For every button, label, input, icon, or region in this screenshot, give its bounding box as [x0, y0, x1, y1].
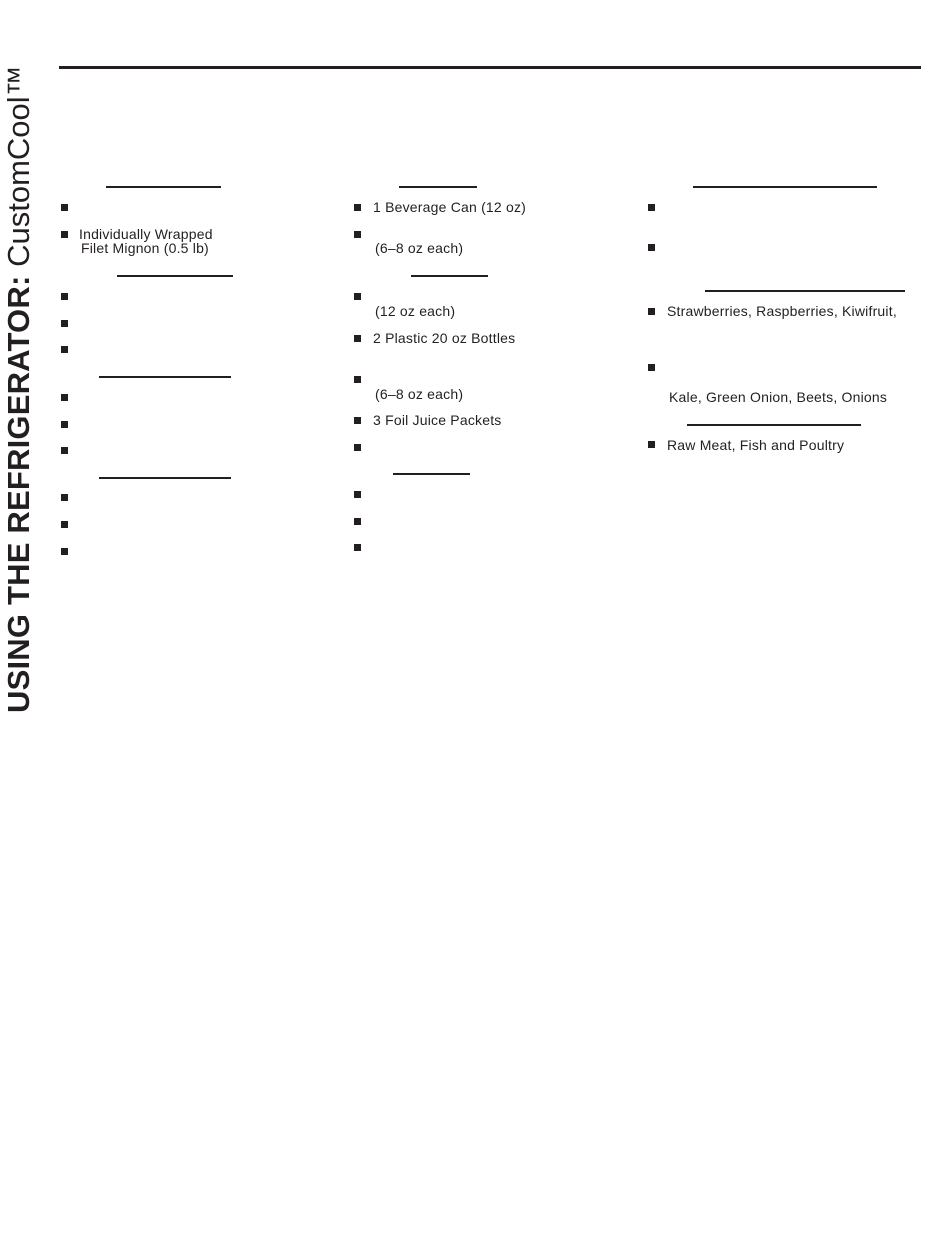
bullet-marker: [354, 444, 361, 451]
list-item-beverage-can: 1 Beverage Can (12 oz): [373, 199, 527, 215]
col1-heading-rule-4: [99, 477, 231, 479]
col3-heading-rule-1: [693, 186, 877, 188]
col2-heading-rule-1: [399, 186, 477, 188]
bullet-marker: [61, 346, 68, 353]
list-item-plastic-bottles: 2 Plastic 20 oz Bottles: [373, 330, 516, 346]
bullet-marker: [648, 441, 655, 448]
col2-heading-rule-2: [411, 275, 488, 277]
bullet-marker: [354, 417, 361, 424]
col1-heading-rule-1: [106, 186, 221, 188]
bullet-marker: [354, 293, 361, 300]
bullet-marker: [61, 293, 68, 300]
col1-heading-rule-3: [99, 376, 231, 378]
bullet-marker: [648, 244, 655, 251]
bullet-marker: [648, 308, 655, 315]
list-item-berries: Strawberries, Raspberries, Kiwifruit,: [667, 303, 897, 319]
bullet-marker: [61, 320, 68, 327]
side-title-light: CustomCool™: [1, 65, 36, 267]
list-item-filet-line2: Filet Mignon (0.5 lb): [81, 240, 209, 256]
col2-heading-rule-3: [393, 473, 470, 475]
side-title-bold: USING THE REFRIGERATOR:: [1, 275, 36, 713]
list-item-vegetables: Kale, Green Onion, Beets, Onions: [669, 389, 888, 405]
bullet-marker: [354, 231, 361, 238]
list-item-6to8-b: (6–8 oz each): [375, 386, 464, 402]
bullet-marker: [61, 548, 68, 555]
list-item-12oz: (12 oz each): [375, 303, 456, 319]
bullet-marker: [354, 376, 361, 383]
side-section-title: [3, 65, 34, 713]
bullet-marker: [61, 204, 68, 211]
col3-heading-rule-2: [705, 290, 905, 292]
col3-heading-rule-3: [687, 424, 861, 426]
bullet-marker: [354, 518, 361, 525]
list-item-6to8-a: (6–8 oz each): [375, 240, 464, 256]
bullet-marker: [648, 364, 655, 371]
bullet-marker: [61, 231, 68, 238]
col1-heading-rule-2: [117, 275, 233, 277]
bullet-marker: [354, 204, 361, 211]
bullet-marker: [354, 544, 361, 551]
bullet-marker: [61, 447, 68, 454]
bullet-marker: [648, 204, 655, 211]
bullet-marker: [61, 494, 68, 501]
bullet-marker: [61, 394, 68, 401]
list-item-filet-line1: Individually Wrapped: [79, 226, 213, 242]
list-item-raw-meat: Raw Meat, Fish and Poultry: [667, 437, 845, 453]
bullet-marker: [61, 421, 68, 428]
bullet-marker: [354, 335, 361, 342]
bullet-marker: [354, 491, 361, 498]
list-item-juice-packets: 3 Foil Juice Packets: [373, 412, 502, 428]
bullet-marker: [61, 521, 68, 528]
top-rule: [59, 66, 921, 69]
